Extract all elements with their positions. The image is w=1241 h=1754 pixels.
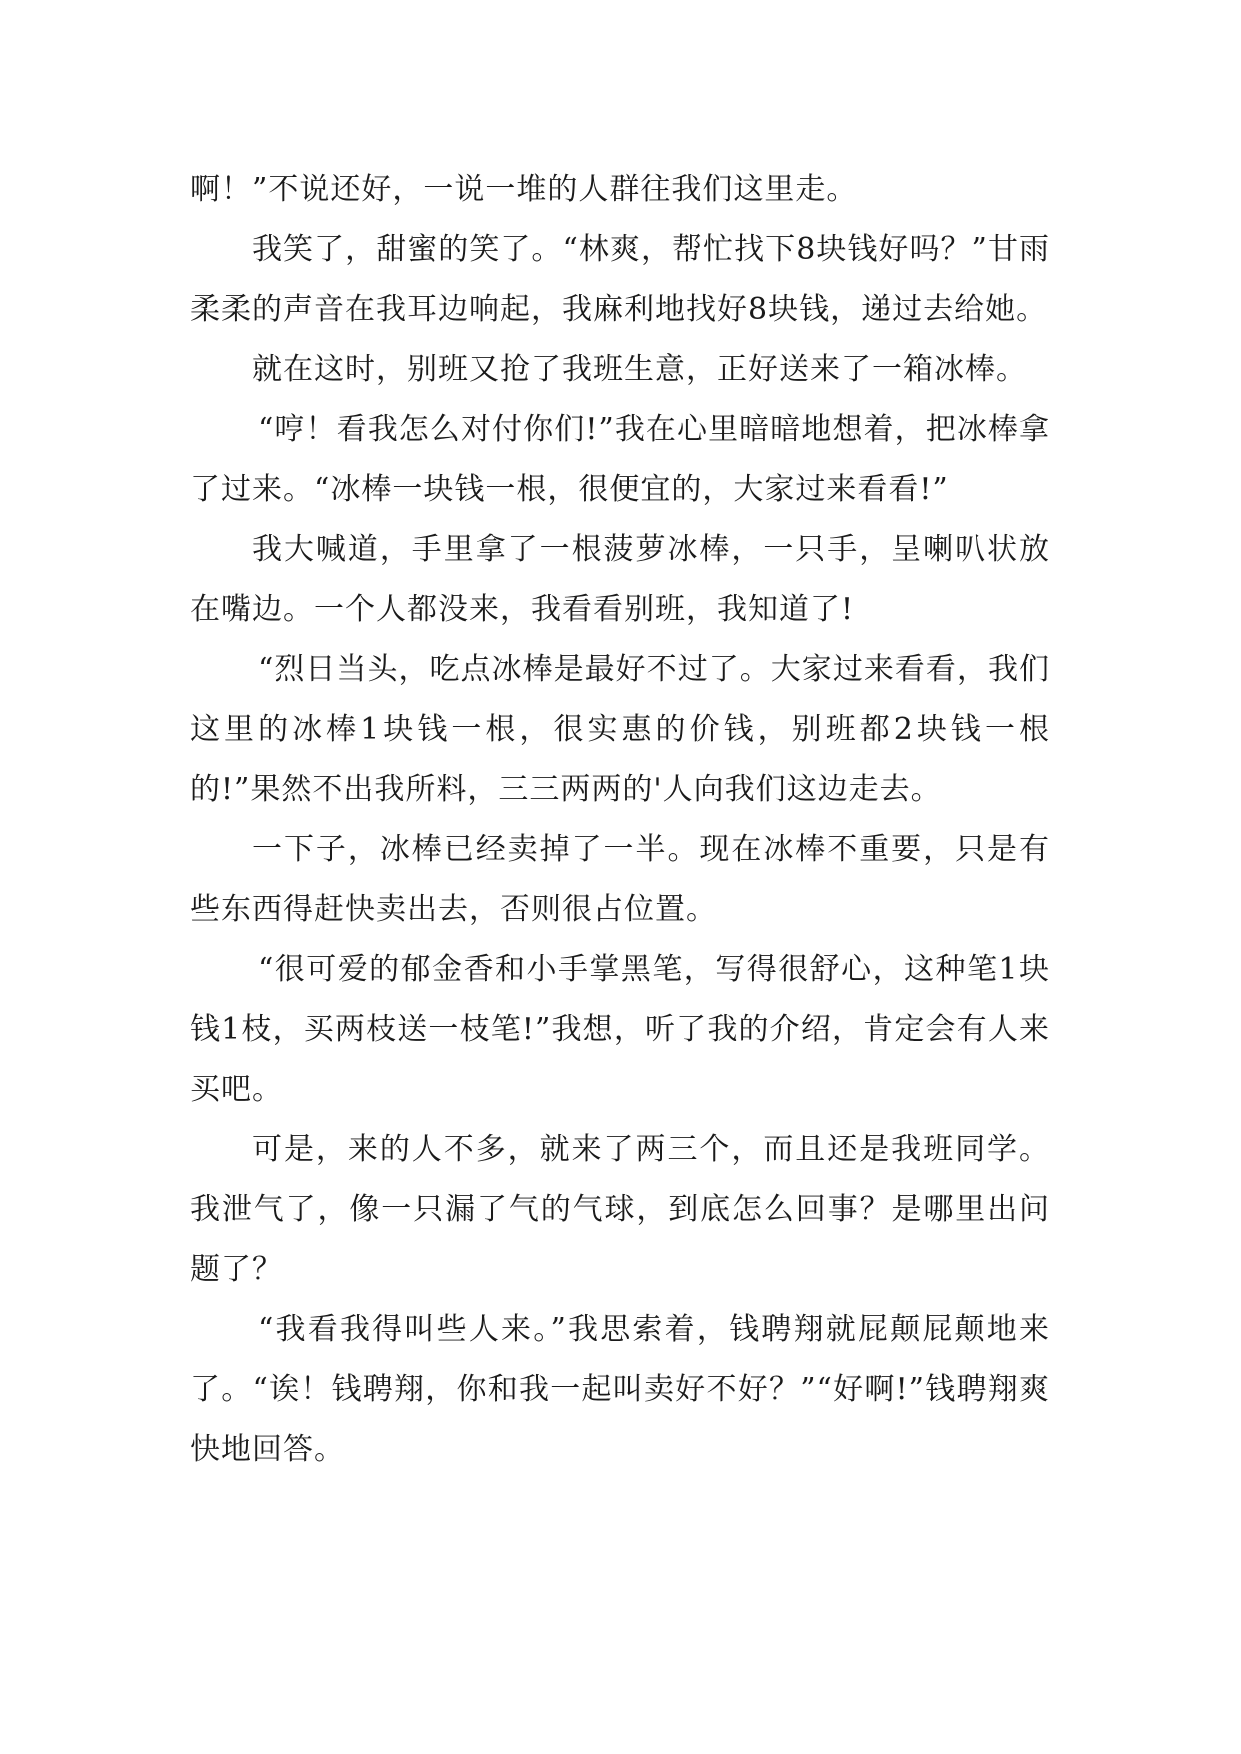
paragraph-5: 我大喊道，手里拿了一根菠萝冰棒，一只手，呈喇叭状放在嘴边。一个人都没来，我看看别班，我知道了! — [190, 532, 1050, 627]
paragraph-10: “我看我得叫些人来。”我思索着，钱聘翔就屁颠屁颠地来了。“诶！钱聘翔，你和我一起叫卖好不好？”“好啊!”钱聘翔爽快地回答。 — [190, 1312, 1050, 1467]
document-body — [190, 160, 1050, 1480]
paragraph-8: “很可爱的郁金香和小手掌黑笔，写得很舒心，这种笔1块钱1枝，买两枝送一枝笔!”我想，听了我的介绍，肯定会有人来买吧。 — [190, 952, 1050, 1107]
paragraph-2: 我笑了，甜蜜的笑了。“林爽，帮忙找下8块钱好吗？”甘雨柔柔的声音在我耳边响起，我麻利地找好8块钱，递过去给她。 — [190, 232, 1050, 327]
paragraph-7: 一下子，冰棒已经卖掉了一半。现在冰棒不重要，只是有些东西得赶快卖出去，否则很占位置。 — [190, 832, 1050, 927]
paragraph-1: 啊！”不说还好，一说一堆的人群往我们这里走。 — [190, 172, 858, 207]
paragraph-9: 可是，来的人不多，就来了两三个，而且还是我班同学。我泄气了，像一只漏了气的气球，到底怎么回事？是哪里出问题了？ — [190, 1132, 1050, 1287]
paragraph-4: “哼！看我怎么对付你们!”我在心里暗暗地想着，把冰棒拿了过来。“冰棒一块钱一根，很便宜的，大家过来看看!” — [190, 412, 1050, 507]
paragraph-3: 就在这时，别班又抢了我班生意，正好送来了一箱冰棒。 — [252, 352, 1027, 387]
paragraph-6: “烈日当头，吃点冰棒是最好不过了。大家过来看看，我们这里的冰棒1块钱一根，很实惠的价钱，别班都2块钱一根的!”果然不出我所料，三三两两的'人向我们这边走去。 — [190, 652, 1050, 807]
